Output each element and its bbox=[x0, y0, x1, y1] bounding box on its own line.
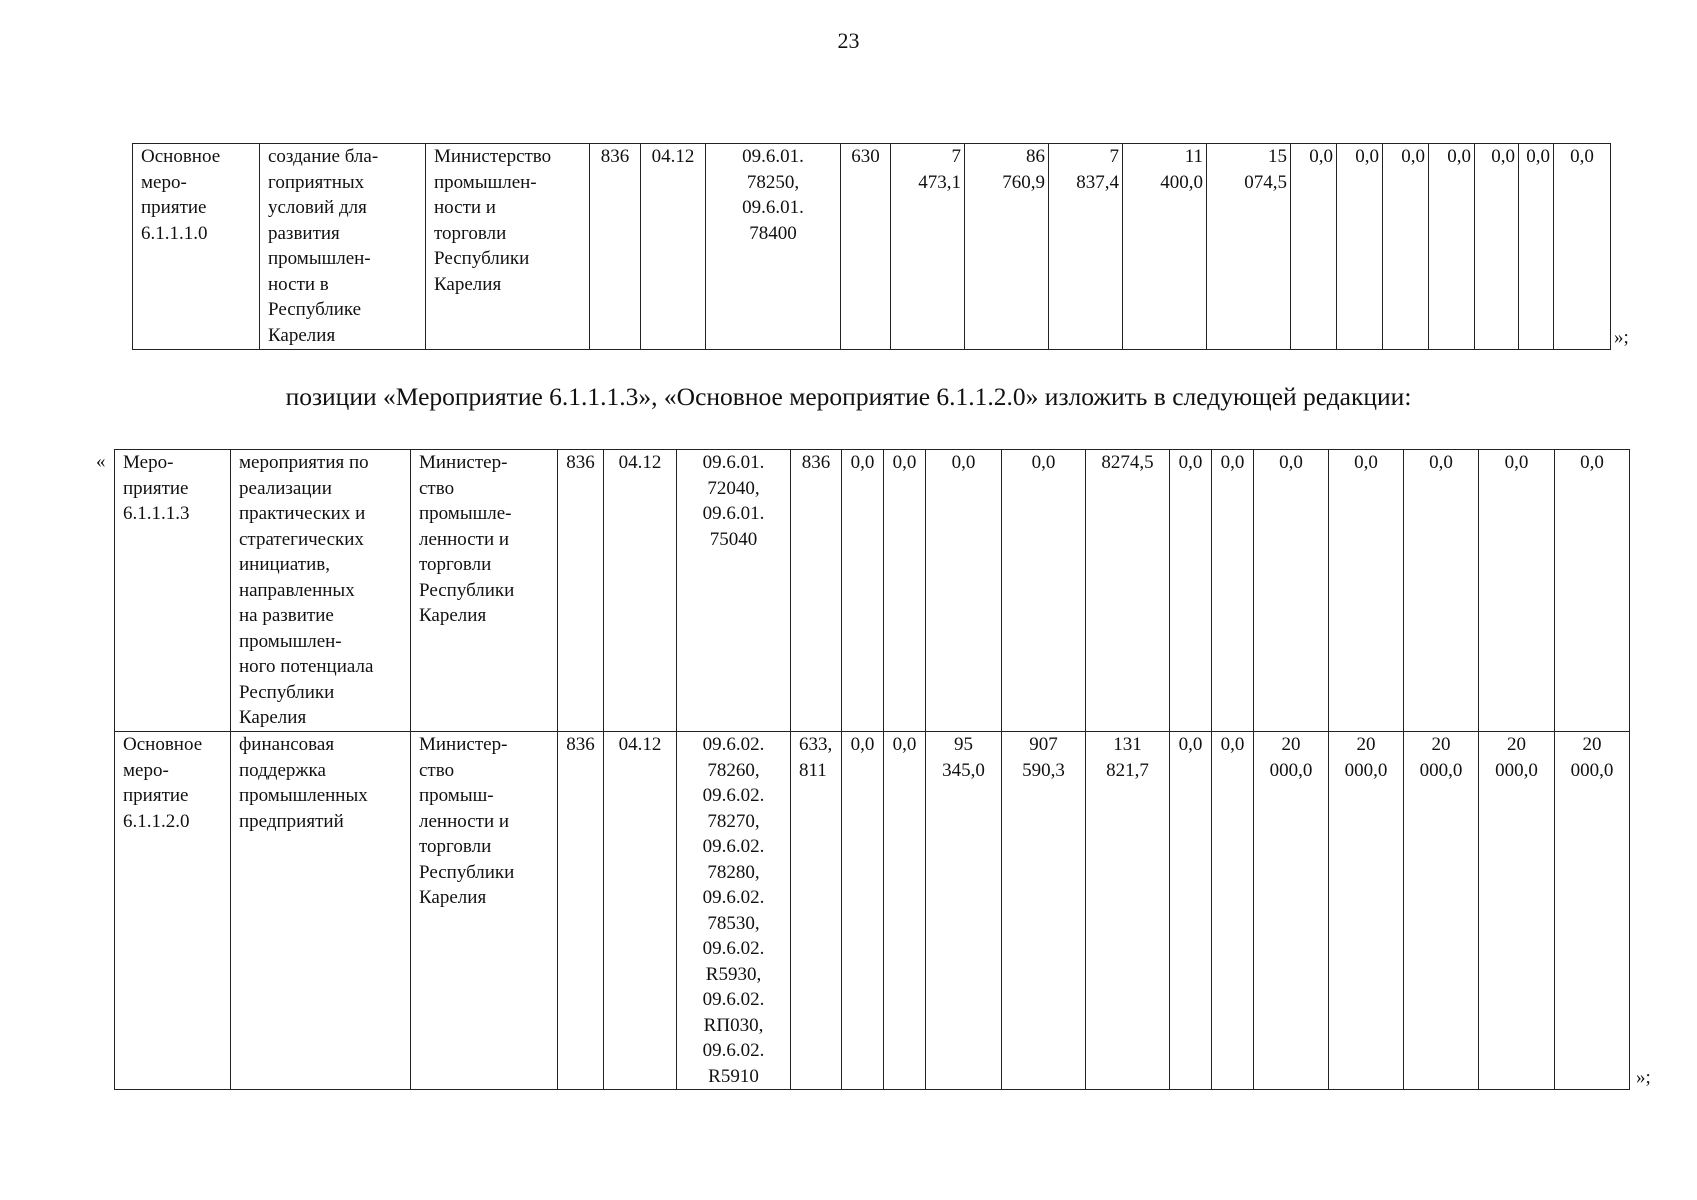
value-cell: 0,0 bbox=[1337, 144, 1383, 350]
value-cell: 0,0 bbox=[842, 450, 884, 732]
grbs-cell: 836 bbox=[590, 144, 641, 350]
value-cell: 0,0 bbox=[1170, 732, 1212, 1090]
closing-quote: »; bbox=[1636, 1067, 1651, 1088]
rzpr-cell: 04.12 bbox=[604, 732, 677, 1090]
value-cell: 0,0 bbox=[1404, 450, 1479, 732]
value-cell: 7 837,4 bbox=[1049, 144, 1123, 350]
value-cell: 0,0 bbox=[842, 732, 884, 1090]
value-cell: 7 473,1 bbox=[891, 144, 965, 350]
value-cell: 20 000,0 bbox=[1329, 732, 1404, 1090]
value-cell: 0,0 bbox=[1383, 144, 1429, 350]
value-cell: 907 590,3 bbox=[1002, 732, 1086, 1090]
csr-cell: 09.6.01. 78250, 09.6.01. 78400 bbox=[706, 144, 841, 350]
vr-cell: 630 bbox=[841, 144, 891, 350]
grbs-cell: 836 bbox=[558, 732, 604, 1090]
csr-cell: 09.6.02. 78260, 09.6.02. 78270, 09.6.02. 78280, 09.6.02. 78530, 09.6.02. R5930, 09.6.02. RП030, 09.6.02. R5910 bbox=[677, 732, 791, 1090]
value-cell: 0,0 bbox=[1429, 144, 1475, 350]
measure-type-cell: Основное меро- приятие 6.1.1.1.0 bbox=[133, 144, 260, 350]
measure-type-cell: Меро- приятие 6.1.1.1.3 bbox=[115, 450, 231, 732]
value-cell: 8274,5 bbox=[1086, 450, 1170, 732]
table-row bbox=[115, 732, 1630, 1090]
value-cell: 131 821,7 bbox=[1086, 732, 1170, 1090]
value-cell: 20 000,0 bbox=[1254, 732, 1329, 1090]
value-cell: 0,0 bbox=[1212, 450, 1254, 732]
measure-name-cell: финансовая поддержка промышленных предприятий bbox=[231, 732, 411, 1090]
value-cell: 20 000,0 bbox=[1555, 732, 1630, 1090]
opening-quote: « bbox=[96, 451, 106, 472]
value-cell: 0,0 bbox=[926, 450, 1002, 732]
value-cell: 11 400,0 bbox=[1123, 144, 1207, 350]
value-cell: 0,0 bbox=[1554, 144, 1611, 350]
table-new-version bbox=[114, 449, 1630, 1090]
table-row bbox=[133, 144, 1611, 350]
value-cell: 0,0 bbox=[884, 450, 926, 732]
value-cell: 0,0 bbox=[884, 732, 926, 1090]
rzpr-cell: 04.12 bbox=[641, 144, 706, 350]
vr-cell: 633, 811 bbox=[791, 732, 842, 1090]
value-cell: 0,0 bbox=[1212, 732, 1254, 1090]
measure-type-cell: Основное меро- приятие 6.1.1.2.0 bbox=[115, 732, 231, 1090]
rzpr-cell: 04.12 bbox=[604, 450, 677, 732]
value-cell: 20 000,0 bbox=[1479, 732, 1555, 1090]
executor-cell: Министер- ство промышле- ленности и торговли Республики Карелия bbox=[411, 450, 558, 732]
closing-quote: »; bbox=[1614, 327, 1629, 348]
table-row bbox=[115, 450, 1630, 732]
value-cell: 0,0 bbox=[1555, 450, 1630, 732]
value-cell: 0,0 bbox=[1329, 450, 1404, 732]
value-cell: 95 345,0 bbox=[926, 732, 1002, 1090]
value-cell: 0,0 bbox=[1479, 450, 1555, 732]
value-cell: 0,0 bbox=[1519, 144, 1554, 350]
value-cell: 0,0 bbox=[1475, 144, 1519, 350]
value-cell: 20 000,0 bbox=[1404, 732, 1479, 1090]
grbs-cell: 836 bbox=[558, 450, 604, 732]
csr-cell: 09.6.01. 72040, 09.6.01. 75040 bbox=[677, 450, 791, 732]
instruction-text: позиции «Мероприятие 6.1.1.1.3», «Основное мероприятие 6.1.1.2.0» изложить в следующей редакции: bbox=[285, 382, 1412, 411]
measure-name-cell: создание бла- гоприятных условий для развития промышлен- ности в Республике Карелия bbox=[260, 144, 426, 350]
measure-name-cell: мероприятия по реализации практических и стратегических инициатив, направленных на развитие промышлен- ного потенциала Республики Карелия bbox=[231, 450, 411, 732]
value-cell: 0,0 bbox=[1254, 450, 1329, 732]
value-cell: 15 074,5 bbox=[1207, 144, 1291, 350]
value-cell: 0,0 bbox=[1291, 144, 1337, 350]
table-previous-version bbox=[132, 143, 1611, 350]
vr-cell: 836 bbox=[791, 450, 842, 732]
value-cell: 0,0 bbox=[1170, 450, 1212, 732]
executor-cell: Министерство промышлен- ности и торговли Республики Карелия bbox=[426, 144, 590, 350]
page-number: 23 bbox=[837, 28, 860, 53]
value-cell: 86 760,9 bbox=[965, 144, 1049, 350]
value-cell: 0,0 bbox=[1002, 450, 1086, 732]
executor-cell: Министер- ство промыш- ленности и торговли Республики Карелия bbox=[411, 732, 558, 1090]
